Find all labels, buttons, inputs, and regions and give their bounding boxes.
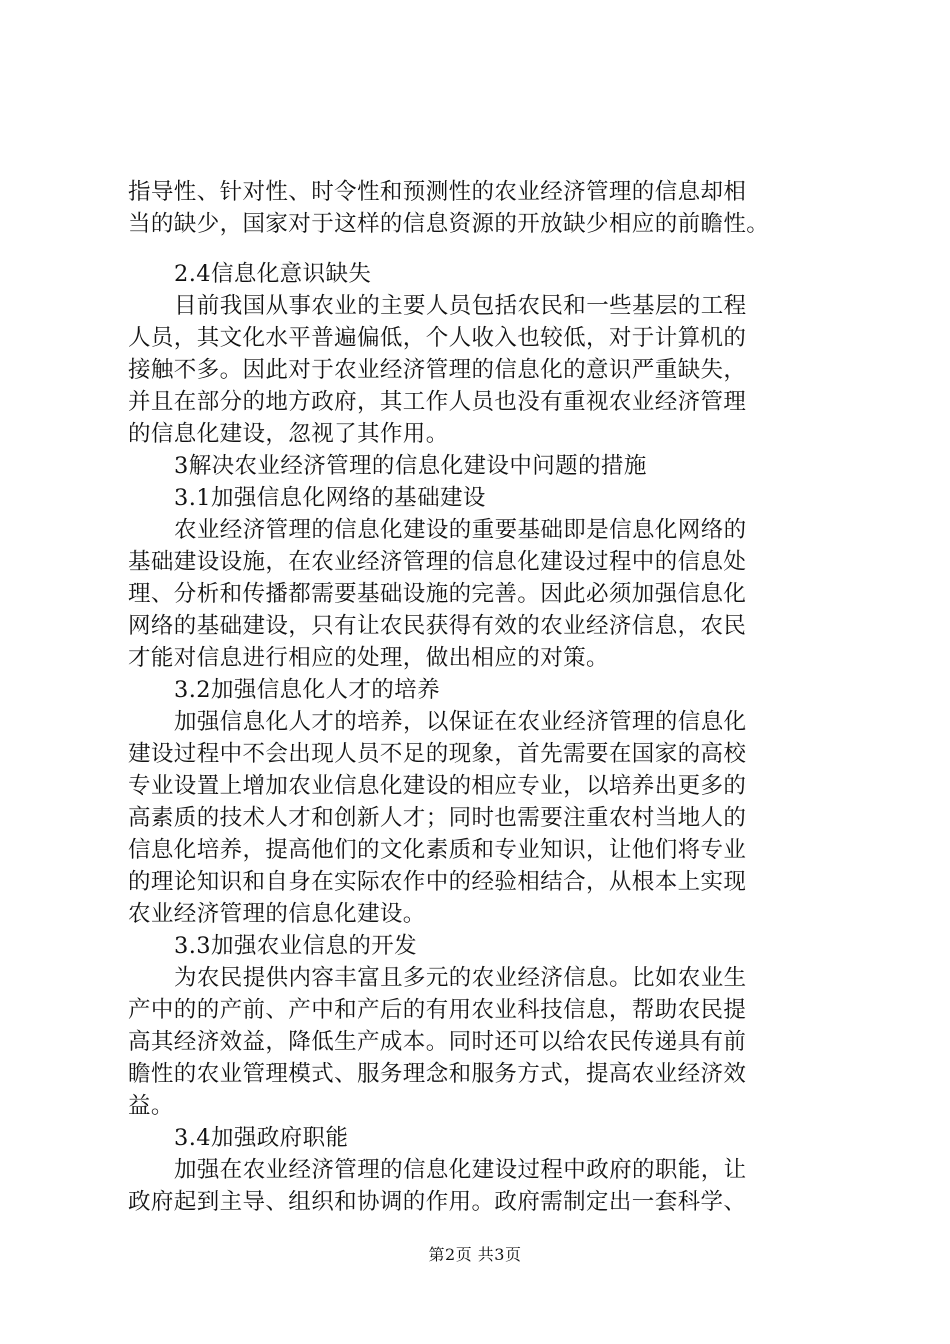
- text-line: 建设过程中不会出现人员不足的现象，首先需要在国家的高校: [128, 741, 747, 767]
- text-line: 理、分析和传播都需要基础设施的完善。因此必须加强信息化: [128, 581, 747, 607]
- text-line: 益。: [128, 1093, 174, 1119]
- text-line: 并且在部分的地方政府，其工作人员也没有重视农业经济管理: [128, 389, 747, 415]
- text-line: 网络的基础建设，只有让农民获得有效的农业经济信息，农民: [128, 613, 747, 639]
- section-heading-3-4: 3.4加强政府职能: [174, 1125, 349, 1151]
- text-line: 高其经济效益，降低生产成本。同时还可以给农民传递具有前: [128, 1029, 747, 1055]
- document-body: [128, 176, 840, 1218]
- text-line: 的信息化建设，忽视了其作用。: [128, 421, 449, 447]
- text-line: 基础建设设施，在农业经济管理的信息化建设过程中的信息处: [128, 549, 747, 575]
- text-line: 专业设置上增加农业信息化建设的相应专业，以培养出更多的: [128, 773, 747, 799]
- section-heading-3-2: 3.2加强信息化人才的培养: [174, 677, 440, 703]
- text-line: 才能对信息进行相应的处理，做出相应的对策。: [128, 645, 609, 671]
- paragraph-first-line: 加强在农业经济管理的信息化建设过程中政府的职能，让: [174, 1157, 747, 1183]
- text-line: 当的缺少，国家对于这样的信息资源的开放缺少相应的前瞻性。: [128, 211, 770, 237]
- page-number-footer: 第2页 共3页: [428, 1245, 522, 1264]
- text-line: 人员，其文化水平普遍偏低，个人收入也较低，对于计算机的: [128, 325, 747, 351]
- text-line: 农业经济管理的信息化建设。: [128, 901, 426, 927]
- section-heading-2-4: 2.4信息化意识缺失: [174, 261, 372, 287]
- paragraph-first-line: 为农民提供内容丰富且多元的农业经济信息。比如农业生: [174, 965, 747, 991]
- paragraph-gap: [128, 240, 840, 258]
- text-line: 瞻性的农业管理模式、服务理念和服务方式，提高农业经济效: [128, 1061, 747, 1087]
- text-line: 政府起到主导、组织和协调的作用。政府需制定出一套科学、: [128, 1189, 747, 1215]
- section-heading-3-3: 3.3加强农业信息的开发: [174, 933, 418, 959]
- text-line: 指导性、针对性、时令性和预测性的农业经济管理的信息却相: [128, 179, 747, 205]
- paragraph-first-line: 农业经济管理的信息化建设的重要基础即是信息化网络的: [174, 517, 747, 543]
- section-heading-3-1: 3.1加强信息化网络的基础建设: [174, 485, 486, 511]
- paragraph-first-line: 目前我国从事农业的主要人员包括农民和一些基层的工程: [174, 293, 747, 319]
- text-line: 的理论知识和自身在实际农作中的经验相结合，从根本上实现: [128, 869, 747, 895]
- text-line: 接触不多。因此对于农业经济管理的信息化的意识严重缺失，: [128, 357, 747, 383]
- text-line: 高素质的技术人才和创新人才；同时也需要注重农村当地人的: [128, 805, 747, 831]
- section-heading-3: 3解决农业经济管理的信息化建设中问题的措施: [174, 453, 647, 479]
- paragraph-first-line: 加强信息化人才的培养，以保证在农业经济管理的信息化: [174, 709, 747, 735]
- text-line: 产中的的产前、产中和产后的有用农业科技信息，帮助农民提: [128, 997, 747, 1023]
- text-line: 信息化培养，提高他们的文化素质和专业知识，让他们将专业: [128, 837, 747, 863]
